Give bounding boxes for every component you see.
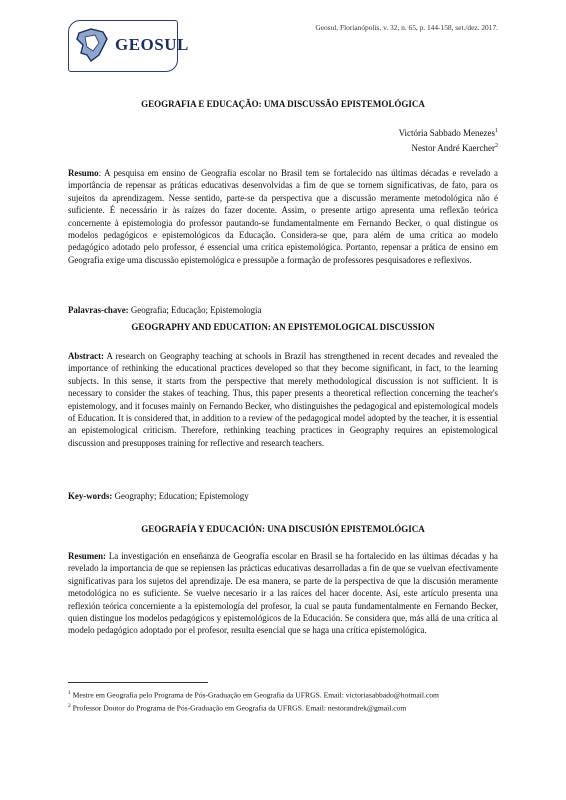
- abstract-spanish-text: La investigación en enseñanza de Geografía escolar en Brasil se ha fortalecido en las últimas décadas y ha revelado la importancia de que se repiensen las prácticas educativas desarrolladas a fin de que se vuelvan efectivamente significativas para los sujetos del aprendizaje. De esa manera, se parte de la perspectiva de que la discusión meramente metodológica no es suficiente. Se vuelve necesario ir a las raíces del hacer docente. Así, este artículo presenta una reflexión teórica concerniente a la epistemología del profesor, la cual se pauta fundamentalmente en Fernando Becker, quien distingue los modelos pedagógicos y epistemológicos de la Educación. Se considera que, más allá de una crítica al modelo pedagógico adoptado por el profesor, resulta esencial que se haga una crítica epistemológica.: [68, 551, 498, 636]
- footnote-2-mark: 2: [68, 703, 71, 710]
- keywords-english-text: Geography; Education; Epistemology: [112, 491, 249, 501]
- footnote-2: [68, 701, 498, 714]
- abstract-portuguese-label: Resumo: [68, 168, 99, 178]
- footnote-1-text: Mestre em Geografia pelo Programa de Pós-Graduação em Geografia da UFRGS. Email: victoriasabbado@hotmail.com: [70, 690, 439, 700]
- title-english: GEOGRAPHY AND EDUCATION: AN EPISTEMOLOGICAL DISCUSSION: [131, 322, 435, 332]
- author-2-name: Nestor André Kaercher: [411, 143, 495, 153]
- author-1-footnote-mark: 1: [495, 128, 498, 134]
- keywords-portuguese-label: Palavras-chave:: [68, 305, 129, 315]
- title-portuguese: GEOGRAFIA E EDUCAÇÃO: UMA DISCUSSÃO EPISTEMOLÓGICA: [141, 99, 425, 109]
- footnote-1-mark: 1: [68, 690, 71, 696]
- abstract-english: [68, 350, 498, 449]
- footnote-1: [68, 688, 498, 701]
- author-1: [399, 125, 498, 140]
- author-2: [399, 140, 498, 155]
- abstract-portuguese-text: : A pesquisa em ensino de Geografia escolar no Brasil tem se fortalecido nas últimas décadas e revelado a importância de repensar as práticas educativas desenvolvidas a fim de que se tornem significativas, de fato, para os sujeitos da aprendizagem. Nesse sentido, parte-se da perspectiva que a discussão meramente metodológica não é suficiente. É necessário ir às raízes do fazer docente. Assim, o presente artigo apresenta uma reflexão teórica concernente à epistemologia do professor pautando-se fundamentalmente em Fernando Becker, o qual distingue os modelos pedagógicos e epistemológicos da Educação. Considera-se que, para além de uma crítica ao modelo pedagógico adotado pelo professor, é essencial uma crítica epistemológica. Portanto, repensar a prática de ensino em Geografia exige uma discussão epistemológica e pressupõe a formação de professores pesquisadores e reflexivos.: [68, 168, 498, 265]
- authors-block: [399, 125, 498, 155]
- journal-citation: Geosul, Florianópolis, v. 32, n. 65, p. 144-158, set./dez. 2017.: [315, 23, 498, 32]
- logo-text: GEOSUL: [115, 35, 189, 54]
- footnotes: [68, 688, 498, 714]
- author-2-footnote-mark: 2: [495, 143, 498, 149]
- footnote-divider: [68, 682, 208, 683]
- abstract-spanish: [68, 550, 498, 637]
- footnote-2-text: Professor Doutor do Programa de Pós-Graduação em Geografia da UFRGS. Email: nestorandrek@gmail.com: [70, 703, 407, 713]
- geosul-logo: [68, 20, 189, 72]
- author-1-name: Victória Sabbado Menezes: [398, 128, 495, 138]
- abstract-portuguese: [68, 167, 498, 266]
- abstract-spanish-label: Resumen:: [68, 551, 106, 561]
- map-icon: [73, 25, 113, 65]
- abstract-english-label: Abstract:: [68, 351, 104, 361]
- keywords-portuguese: [68, 304, 498, 316]
- keywords-portuguese-text: Geografia; Educação; Epistemologia: [128, 305, 262, 315]
- abstract-english-text: A research on Geography teaching at schools in Brazil has strengthened in recent decades and revealed the importance of rethinking the educational practices developed so that they become significant, in fact, to the learning subjects. In this sense, it starts from the perspective that merely methodological discussion is not sufficient. It is necessary to consider the stakes of teaching. Thus, this paper presents a theoretical reflection concerning the teacher's epistemology, and it focuses mainly on Fernando Becker, who distinguishes the pedagogical and epistemological models of Education. It is considered that, in addition to a review of the pedagogical model adopted by the teacher, it is essential an epistemological criticism. Therefore, rethinking teaching practices in Geography requires an epistemological discussion and presupposes training for reflective and research teachers.: [68, 351, 498, 448]
- title-spanish: GEOGRAFÍA Y EDUCACIÓN: UNA DISCUSIÓN EPISTEMOLÓGICA: [141, 524, 425, 534]
- keywords-english: [68, 490, 498, 502]
- keywords-english-label: Key-words:: [68, 491, 113, 501]
